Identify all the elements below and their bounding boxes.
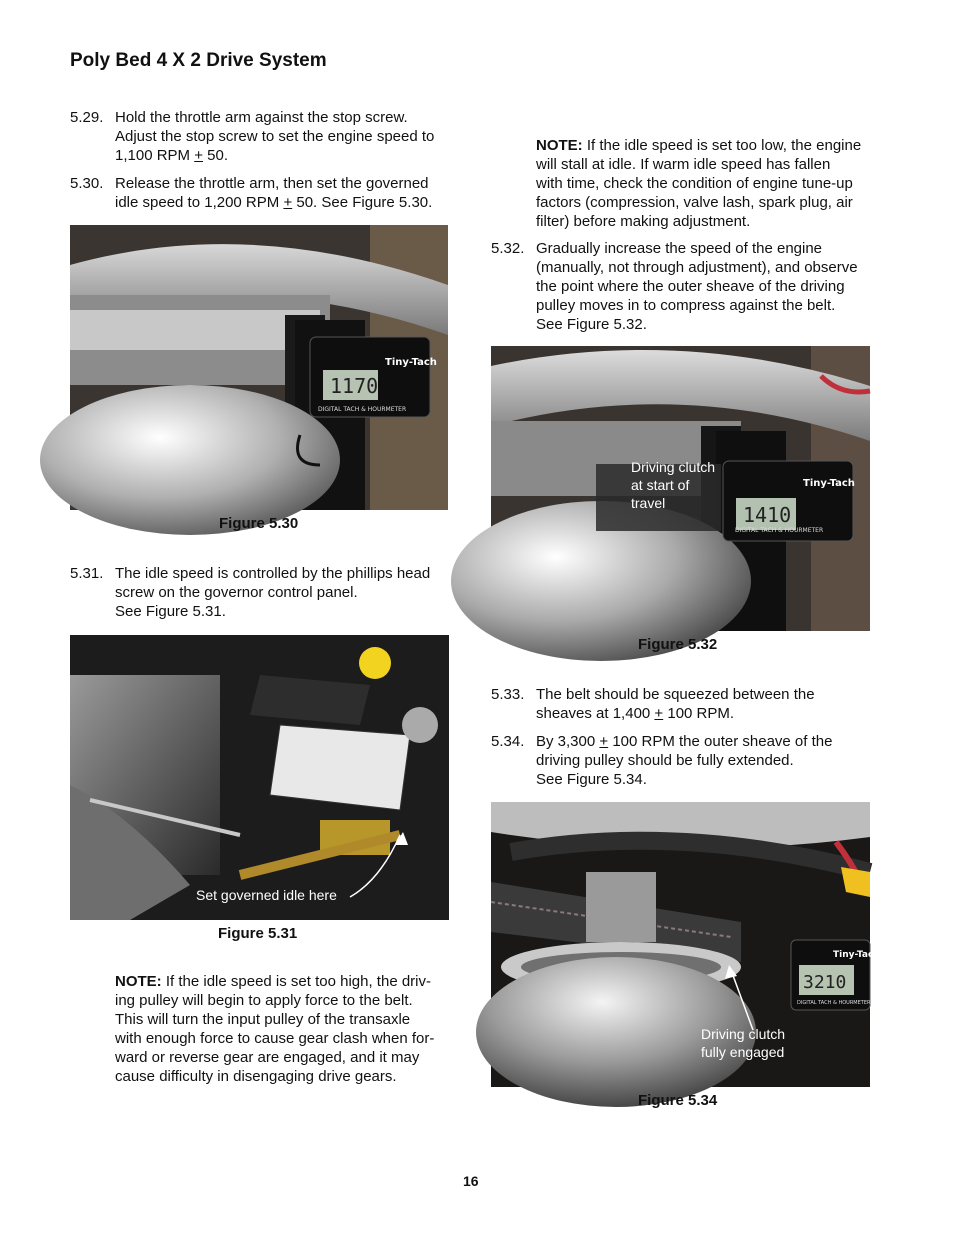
figure-caption: Figure 5.31 xyxy=(218,925,298,942)
step-5-34: 5.34. By 3,300 + 100 RPM the outer sheave of the driving pulley should be fully extended. See Figure 5.34. xyxy=(491,733,833,788)
tach-subtitle: DIGITAL TACH & HOURMETER xyxy=(797,1000,871,1006)
note-label: NOTE: xyxy=(536,137,583,154)
figure-5-31-photo xyxy=(70,635,449,920)
figure-callout: Set governed idle here xyxy=(196,887,337,903)
plus-minus-symbol: + xyxy=(194,147,203,164)
step-5-31: 5.31. The idle speed is controlled by the phillips head screw on the governor control panel. See Figure 5.31. xyxy=(70,565,431,620)
figure-caption: Figure 5.30 xyxy=(219,515,299,532)
step-5-33: 5.33. The belt should be squeezed between the sheaves at 1,400 + 100 RPM. xyxy=(491,686,815,722)
step-5-32: 5.32. Gradually increase the speed of the engine (manually, not through adjustment), and observe the point where the outer sheave of the driving pulley moves in to compress against the belt. See Figure 5.32. xyxy=(491,240,858,333)
step-number: 5.29. xyxy=(70,109,104,126)
tach-brand: Tiny-Tach xyxy=(833,950,880,960)
figure-5-32-photo xyxy=(491,346,870,631)
plus-minus-symbol: + xyxy=(283,194,293,211)
figure-5-34-photo xyxy=(491,802,880,1087)
note-idle-low: NOTE: If the idle speed is set too low, the engine will stall at idle. If warm idle speed has fallen with time, check the condition of engine tune-up factors (compression, valve lash, spark plug, air filter) before making adjustment. xyxy=(536,137,862,230)
figure-caption: Figure 5.34 xyxy=(638,1092,718,1109)
step-number: 5.32. xyxy=(491,240,525,257)
step-number: 5.34. xyxy=(491,733,525,750)
plus-minus-symbol: + xyxy=(654,705,664,722)
tach-subtitle: DIGITAL TACH & HOURMETER xyxy=(318,406,407,413)
tach-display: 1410 xyxy=(743,503,792,527)
tach-display: 3210 xyxy=(803,972,847,993)
page-title: Poly Bed 4 X 2 Drive System xyxy=(70,50,327,71)
figure-5-30-photo xyxy=(70,225,448,510)
step-number: 5.30. xyxy=(70,175,104,192)
step-number: 5.31. xyxy=(70,565,104,582)
figure-callout: Driving clutch at start of travel xyxy=(631,459,716,511)
tach-display: 1170 xyxy=(330,374,379,398)
figure-caption: Figure 5.32 xyxy=(638,636,718,653)
note-label: NOTE: xyxy=(115,973,162,990)
plus-minus-symbol: + xyxy=(599,733,609,750)
page-number: 16 xyxy=(463,1173,479,1189)
step-5-29: 5.29. Hold the throttle arm against the stop screw. Adjust the stop screw to set the engine speed to 1,100 RPM + 50. xyxy=(70,109,435,164)
tach-subtitle: DIGITAL TACH & HOURMETER xyxy=(735,527,824,534)
step-number: 5.33. xyxy=(491,686,525,703)
tach-brand: Tiny-Tach xyxy=(385,357,437,368)
figure-callout: Driving clutch fully engaged xyxy=(701,1026,786,1060)
tach-brand: Tiny-Tach xyxy=(803,478,855,489)
note-idle-high: NOTE: If the idle speed is set too high, the driv- ing pulley will begin to apply force to the belt. This will turn the input pulley of the transaxle with enough force to cause gear clash when for- ward or reverse gear are engaged, and it may cause difficulty in disengaging drive gears. xyxy=(115,973,435,1085)
step-5-30: 5.30. Release the throttle arm, then set the governed idle speed to 1,200 RPM + 50. See Figure 5.30. xyxy=(70,175,433,211)
